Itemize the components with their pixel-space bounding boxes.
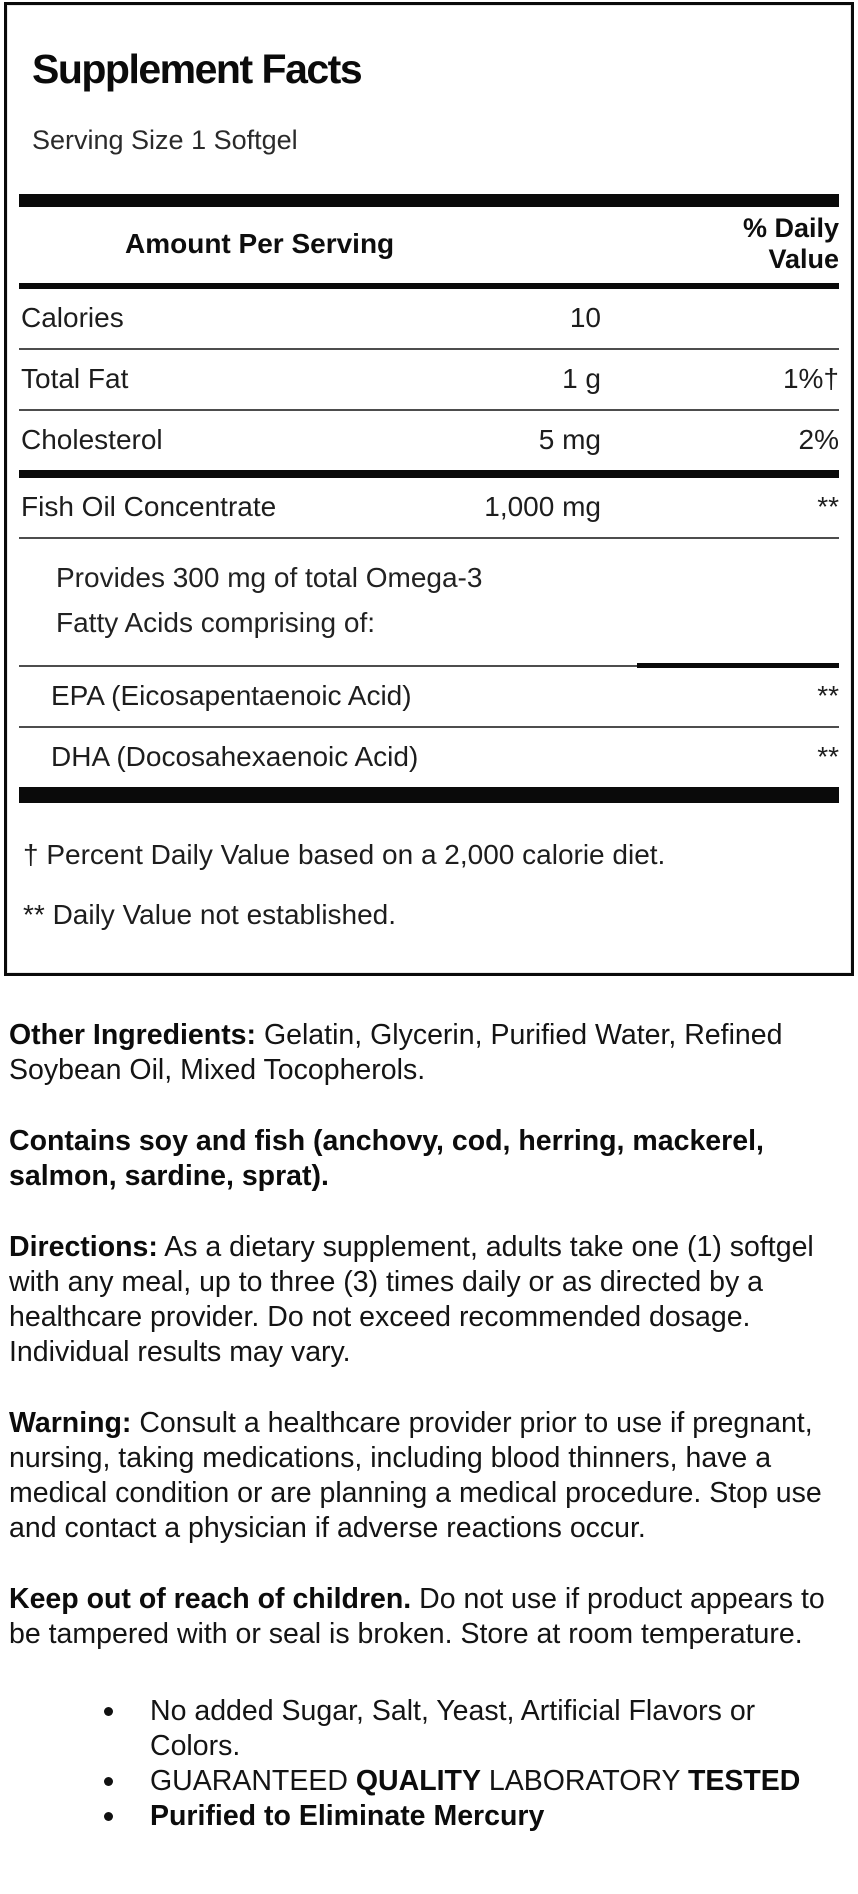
bullet-text: No added Sugar, Salt, Yeast, Artificial Flavors or Colors.	[150, 1695, 756, 1762]
row-label: Calories	[21, 302, 124, 333]
row-daily-value: **	[817, 491, 839, 522]
row-amount: 1,000 mg	[484, 491, 601, 522]
keep-out-paragraph	[9, 1582, 849, 1652]
column-header-amount: Amount Per Serving	[125, 228, 395, 259]
warning-body: Consult a healthcare provider prior to use if pregnant, nursing, taking medications, including blood thinners, have a medical condition or are planning a medical procedure. Stop use and contact a physician if adverse reactions occur.	[9, 1407, 822, 1544]
other-ingredients-paragraph	[9, 1018, 849, 1088]
row-label: Cholesterol	[21, 424, 163, 455]
bullet-guaranteed-quality	[150, 1764, 849, 1799]
footnote-daily-value: † Percent Daily Value based on a 2,000 calorie diet.	[23, 839, 666, 870]
keep-out-body: Do not use if product appears to be tampered with or seal is broken. Store at room temperature.	[9, 1583, 825, 1650]
label-text-sections	[9, 1018, 849, 1834]
divider-bar-bottom	[19, 787, 839, 803]
row-daily-value: 2%	[798, 424, 839, 455]
bullet-purified-mercury	[150, 1799, 849, 1834]
subnote-line-2: Fatty Acids comprising of:	[56, 607, 376, 638]
row-amount: 10	[569, 302, 601, 333]
keep-out-lead: Keep out of reach of children.	[9, 1583, 412, 1615]
table-header	[19, 207, 839, 283]
table-row-dha	[19, 728, 839, 787]
row-daily-value: 1%†	[782, 363, 839, 394]
supplement-facts-panel	[4, 2, 854, 976]
directions-body: As a dietary supplement, adults take one (1) softgel with any meal, up to three (3) times daily or as directed by a healthcare provider. Do not exceed recommended dosage. Individual results may vary.	[9, 1231, 814, 1368]
panel-title: Supplement Facts	[32, 46, 362, 92]
other-ingredients-lead: Other Ingredients:	[9, 1019, 257, 1051]
bullet-text-bold: QUALITY	[355, 1765, 481, 1797]
divider-bar-top	[19, 194, 839, 207]
bullet-text: Purified to Eliminate Mercury	[150, 1800, 545, 1832]
row-daily-value: **	[817, 741, 839, 772]
divider-bar-mid	[19, 470, 839, 478]
contains-body: Contains soy and fish (anchovy, cod, herring, mackerel, salmon, sardine, sprat).	[9, 1125, 764, 1192]
table-row-total-fat	[19, 350, 839, 411]
bullet-text-bold: TESTED	[687, 1765, 801, 1797]
table-row-calories	[19, 289, 839, 350]
other-ingredients-body: Gelatin, Glycerin, Purified Water, Refined Soybean Oil, Mixed Tocopherols.	[9, 1019, 783, 1086]
serving-size: Serving Size 1 Softgel	[32, 125, 298, 155]
directions-paragraph	[9, 1230, 849, 1370]
row-label: Fish Oil Concentrate	[21, 491, 277, 522]
omega3-subnote	[19, 539, 839, 667]
warning-lead: Warning:	[9, 1407, 132, 1439]
table-row-fish-oil-concentrate	[19, 478, 839, 539]
row-daily-value: **	[817, 680, 839, 711]
bullet-text: LABORATORY	[480, 1765, 688, 1797]
table-row-epa	[19, 667, 839, 728]
bullet-text: GUARANTEED	[150, 1765, 356, 1797]
row-label: Total Fat	[21, 363, 129, 394]
warning-paragraph	[9, 1406, 849, 1546]
table-row-cholesterol	[19, 411, 839, 470]
row-amount: 5 mg	[538, 424, 601, 455]
contains-paragraph	[9, 1124, 849, 1194]
row-label: EPA (Eicosapentaenoic Acid)	[51, 680, 412, 711]
row-amount: 1 g	[562, 363, 601, 394]
bullet-no-additives	[150, 1694, 849, 1764]
subnote-line-1: Provides 300 mg of total Omega-3	[56, 562, 483, 593]
footnote-not-established: ** Daily Value not established.	[23, 899, 397, 930]
column-header-daily-value: % Daily Value	[742, 213, 839, 274]
row-label: DHA (Docosahexaenoic Acid)	[51, 741, 419, 772]
feature-bullet-list	[9, 1694, 849, 1834]
directions-lead: Directions:	[9, 1231, 158, 1263]
